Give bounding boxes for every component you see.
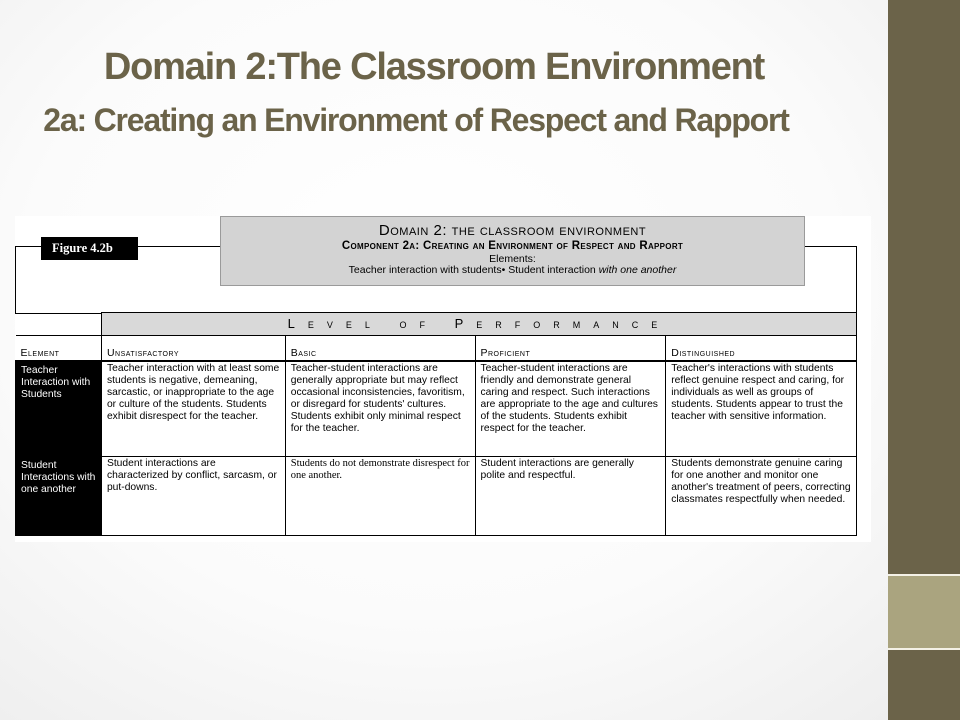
row-header: Student Interactions with one another — [16, 457, 102, 536]
figure-label: Figure 4.2b — [41, 237, 138, 260]
table-cell: Teacher interaction with at least some students is negative, demeaning, sarcastic, or inappropriate to the age or culture of the students. Students exhibit disrespect for the teacher. — [101, 361, 285, 457]
level-of-performance-heading: Level of Performance — [101, 313, 856, 336]
blank-cell — [16, 313, 102, 336]
component-heading: Component 2a: Creating an Environment of Respect and Rapport — [341, 240, 684, 252]
table-cell: Teacher-student interactions are friendly and demonstrate general caring and respect. Such interactions are appropriate to the age and cultures of the students. Students exhibit respect for the teacher. — [475, 361, 666, 457]
column-header-element: Element — [16, 336, 102, 361]
sidebar-block-bottom — [888, 649, 960, 720]
table-row — [16, 361, 857, 457]
table-row — [16, 457, 857, 536]
row-header: Teacher Interaction with Students — [16, 361, 102, 457]
element-item: Student interaction — [505, 264, 599, 276]
column-header-distinguished: Distinguished — [666, 336, 857, 361]
table-cell: Teacher-student interactions are generally appropriate but may reflect occasional inconsistencies, favoritism, or disregard for students' cultures. Students exhibit only minimal respect for the teacher. — [285, 361, 475, 457]
column-header-unsatisfactory: Unsatisfactory — [101, 336, 285, 361]
element-item: with one another — [598, 264, 677, 276]
column-header-proficient: Proficient — [475, 336, 666, 361]
slide-title: Domain 2:The Classroom Environment — [103, 46, 765, 88]
column-header-basic: Basic — [285, 336, 475, 361]
decorative-sidebar — [888, 0, 960, 720]
elements-list — [221, 264, 804, 276]
rubric-figure — [15, 216, 871, 542]
component-header — [220, 216, 805, 286]
table-cell: Student interactions are characterized by conflict, sarcasm, or put-downs. — [101, 457, 285, 536]
bullet-icon: • — [501, 264, 506, 276]
sidebar-block-top — [888, 0, 960, 575]
element-item: Teacher interaction with students — [348, 264, 502, 276]
slide-subtitle: 2a: Creating an Environment of Respect and Rapport — [43, 102, 789, 138]
sidebar-separator — [888, 648, 960, 650]
rubric-table — [15, 312, 857, 536]
table-cell: Students demonstrate genuine caring for one another and monitor one another's treatment of peers, correcting classmates respectfully when needed. — [666, 457, 857, 536]
sidebar-block-middle — [888, 575, 960, 649]
table-cell: Students do not demonstrate disrespect for one another. — [285, 457, 475, 536]
table-cell: Teacher's interactions with students reflect genuine respect and caring, for individuals as well as groups of students. Students appear to trust the teacher with sensitive information. — [666, 361, 857, 457]
elements-label: Elements: — [489, 253, 536, 265]
domain-heading: Domain 2: the classroom environment — [378, 222, 647, 239]
table-cell: Student interactions are generally polite and respectful. — [475, 457, 666, 536]
sidebar-separator — [888, 574, 960, 576]
